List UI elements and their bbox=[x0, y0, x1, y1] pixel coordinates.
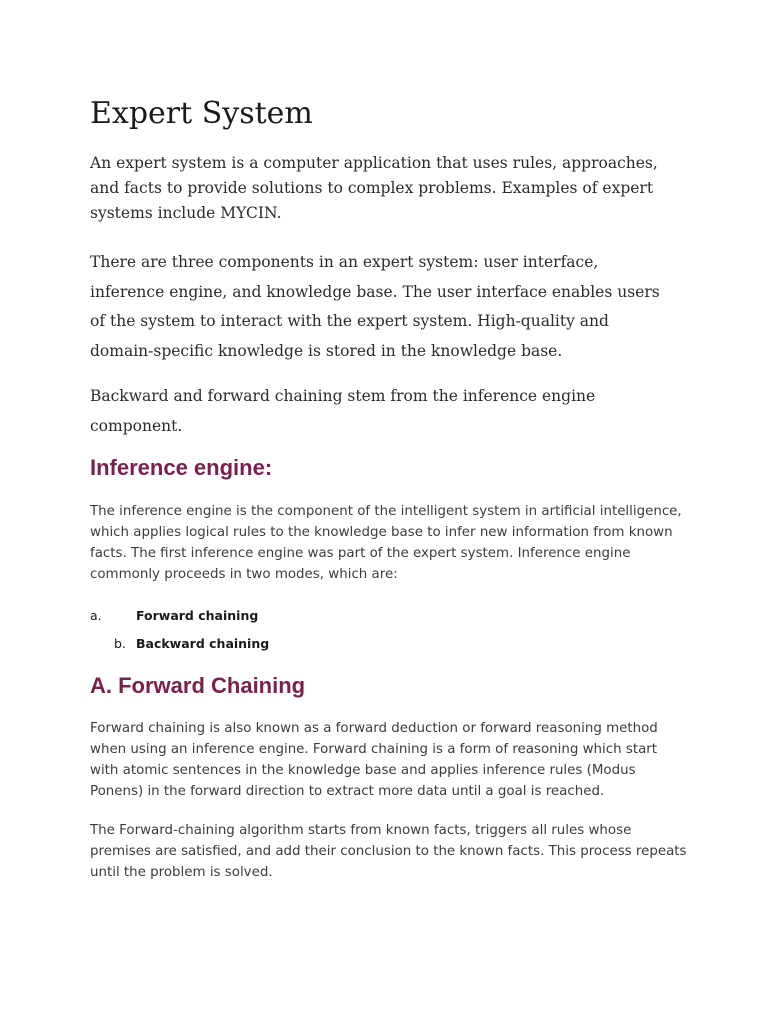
text-line: The inference engine is the component of the intelligent system in artificial intelligence, bbox=[90, 504, 682, 519]
inference-engine-paragraph bbox=[90, 501, 690, 585]
text-line: of the system to interact with the expert system. High-quality and bbox=[90, 312, 609, 330]
text-line: facts. The first inference engine was part of the expert system. Inference engine bbox=[90, 546, 631, 561]
text-line: with atomic sentences in the knowledge base and applies inference rules (Modus bbox=[90, 763, 636, 778]
components-paragraph bbox=[90, 248, 680, 366]
text-line: when using an inference engine. Forward chaining is a form of reasoning which start bbox=[90, 742, 658, 757]
text-line: Ponens) in the forward direction to extract more data until a goal is reached. bbox=[90, 784, 605, 799]
inference-engine-heading: Inference engine: bbox=[90, 455, 273, 480]
forward-chaining-paragraph-2 bbox=[90, 820, 690, 883]
text-line: Backward and forward chaining stem from the inference engine bbox=[90, 387, 596, 405]
intro-paragraph bbox=[90, 151, 680, 226]
text-line: component. bbox=[90, 416, 183, 435]
text-line: and facts to provide solutions to complex problems. Examples of expert bbox=[90, 179, 654, 197]
text-line: systems include MYCIN. bbox=[90, 204, 282, 222]
text-line: commonly proceeds in two modes, which are: bbox=[90, 567, 398, 582]
list-item-label: Forward chaining bbox=[136, 608, 259, 623]
text-line: There are three components in an expert system: user interface, bbox=[90, 253, 599, 271]
text-line: inference engine, and knowledge base. The user interface enables users bbox=[90, 282, 660, 301]
text-line: An expert system is a computer application that uses rules, approaches, bbox=[90, 154, 658, 172]
page-title: Expert System bbox=[90, 96, 313, 131]
text-line: The Forward-chaining algorithm starts from known facts, triggers all rules whose bbox=[90, 823, 632, 838]
list-marker: b. bbox=[114, 636, 126, 651]
text-line: Forward chaining is also known as a forward deduction or forward reasoning method bbox=[90, 721, 658, 736]
chaining-paragraph bbox=[90, 382, 680, 441]
list-item-forward-chaining bbox=[0, 606, 400, 626]
list-item-label: Backward chaining bbox=[136, 636, 270, 651]
text-line: premises are satisfied, and add their conclusion to the known facts. This process repeats bbox=[90, 844, 687, 859]
forward-chaining-paragraph-1 bbox=[90, 718, 690, 802]
forward-chaining-heading: A. Forward Chaining bbox=[90, 673, 306, 698]
text-line: which applies logical rules to the knowledge base to infer new information from known bbox=[90, 525, 673, 540]
text-line: until the problem is solved. bbox=[90, 865, 273, 880]
list-marker: a. bbox=[90, 608, 102, 623]
text-line: domain-specific knowledge is stored in the knowledge base. bbox=[90, 341, 563, 360]
list-item-backward-chaining bbox=[0, 634, 400, 654]
